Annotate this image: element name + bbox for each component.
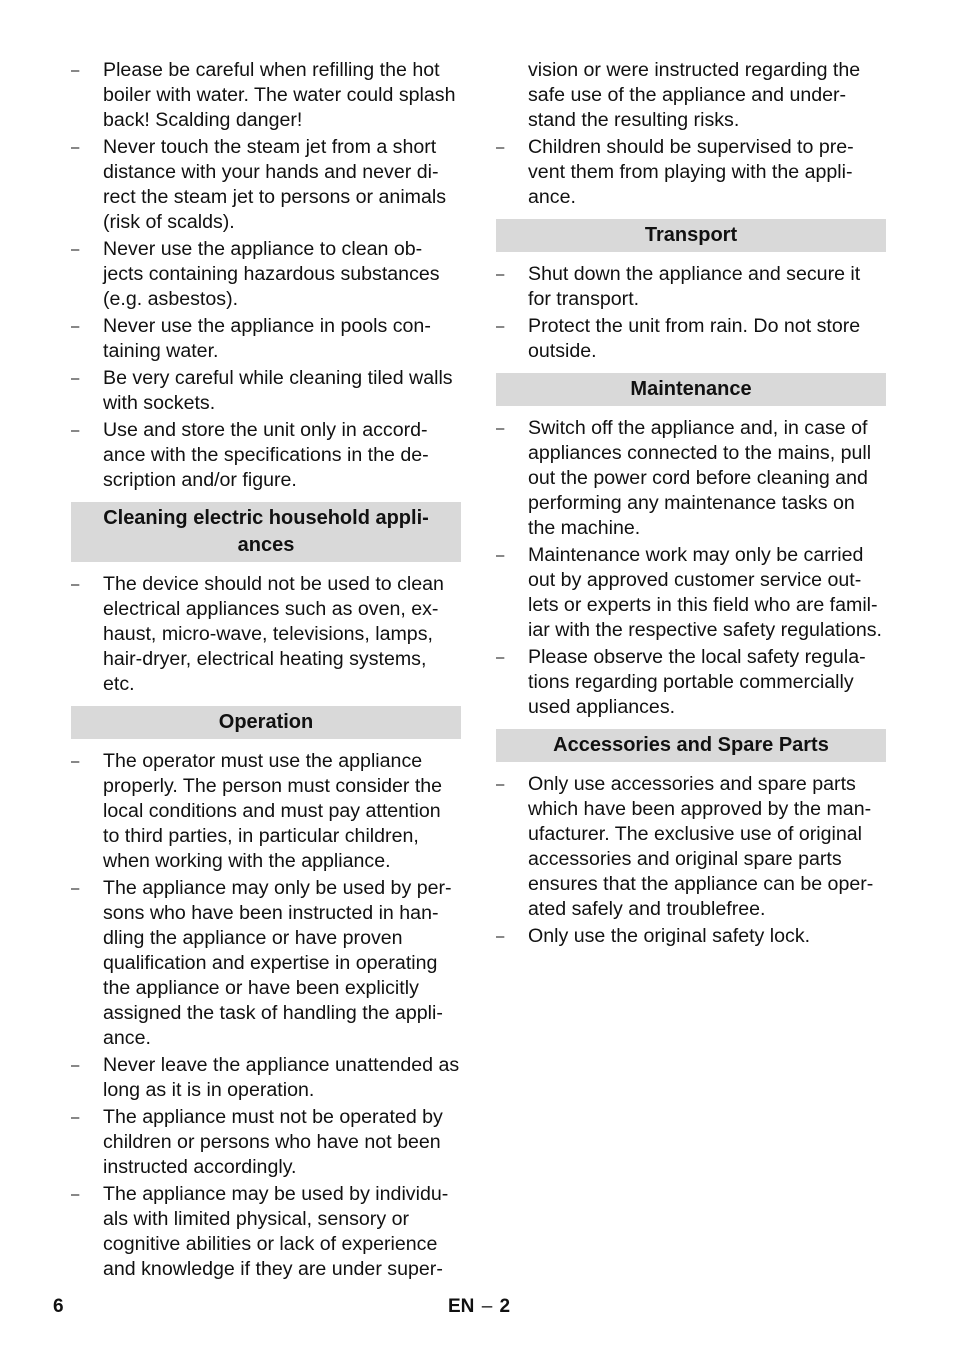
list-item bbox=[496, 262, 886, 312]
bullet-list-safety bbox=[71, 58, 461, 493]
dash-marker: – bbox=[71, 241, 80, 258]
dash-marker: – bbox=[496, 547, 505, 564]
dash-marker: – bbox=[496, 649, 505, 666]
list-item-text: Only use accessories and spare parts which have been approved by the man-ufacturer. The exclusive use of original accessories and original spare parts ensures that the appliance can be oper-ated safely and troublefree. bbox=[528, 773, 874, 920]
bullet-list-transport bbox=[496, 262, 886, 364]
list-item-text: Never touch the steam jet from a short distance with your hands and never di-rect the steam jet to persons or animals (risk of scalds). bbox=[103, 136, 447, 233]
footer-separator: – bbox=[481, 1296, 493, 1317]
dash-marker: – bbox=[496, 928, 505, 945]
list-item bbox=[496, 314, 886, 364]
dash-marker: – bbox=[496, 266, 505, 283]
list-item bbox=[71, 876, 461, 1051]
list-item-text: The device should not be used to clean electrical appliances such as oven, ex-haust, micro-wave, televisions, lamps, hair-dryer, electrical heating systems, etc. bbox=[103, 573, 444, 695]
list-item bbox=[496, 924, 886, 949]
dash-marker: – bbox=[71, 318, 80, 335]
dash-marker: – bbox=[71, 1109, 80, 1126]
list-item-text: Maintenance work may only be carried out by approved customer service out-lets or experts in this field who are famil-iar with the respective safety regulations. bbox=[528, 544, 882, 641]
continued-text: vision or were instructed regarding the safe use of the appliance and under-stand the resulting risks. bbox=[528, 59, 861, 131]
dash-marker: – bbox=[496, 776, 505, 793]
list-item bbox=[496, 543, 886, 643]
section-page-number: 2 bbox=[499, 1296, 511, 1317]
list-item bbox=[496, 416, 886, 541]
language-code: EN bbox=[448, 1296, 475, 1317]
list-item-text: Children should be supervised to pre-vent them from playing with the appli-ance. bbox=[528, 136, 854, 208]
list-item bbox=[71, 314, 461, 364]
dash-marker: – bbox=[71, 370, 80, 387]
list-item-text: The appliance must not be operated by children or persons who have not been instructed accordingly. bbox=[103, 1106, 443, 1178]
list-item-text: Never use the appliance in pools con-taining water. bbox=[103, 315, 431, 362]
list-item bbox=[71, 1053, 461, 1103]
list-item bbox=[71, 58, 461, 133]
section-heading-transport: Transport bbox=[496, 219, 886, 252]
list-item-text: Never use the appliance to clean ob-jects containing hazardous substances (e.g. asbestos). bbox=[103, 238, 440, 310]
right-column bbox=[496, 58, 886, 951]
dash-marker: – bbox=[71, 880, 80, 897]
dash-marker: – bbox=[71, 576, 80, 593]
page-number: 6 bbox=[53, 1296, 64, 1317]
list-item bbox=[496, 772, 886, 922]
list-item-text: The operator must use the appliance properly. The person must consider the local conditions and must pay attention to third parties, in particular children, when working with the appliance. bbox=[103, 750, 443, 872]
dash-marker: – bbox=[71, 1186, 80, 1203]
dash-marker: – bbox=[496, 420, 505, 437]
list-item bbox=[71, 1105, 461, 1180]
list-item-text: Protect the unit from rain. Do not store outside. bbox=[528, 315, 861, 362]
list-item-text: Please observe the local safety regula-tions regarding portable commercially used appliances. bbox=[528, 646, 866, 718]
section-heading-maintenance: Maintenance bbox=[496, 373, 886, 406]
list-item-text: Switch off the appliance and, in case of appliances connected to the mains, pull out the power cord before cleaning and performing any maintenance tasks on the machine. bbox=[528, 417, 872, 539]
bullet-list-cleaning bbox=[71, 572, 461, 697]
section-heading-accessories: Accessories and Spare Parts bbox=[496, 729, 886, 762]
list-item bbox=[71, 572, 461, 697]
list-item-text: Only use the original safety lock. bbox=[528, 925, 811, 947]
list-item-text: Be very careful while cleaning tiled walls with sockets. bbox=[103, 367, 453, 414]
list-item bbox=[496, 135, 886, 210]
list-item bbox=[71, 237, 461, 312]
dash-marker: – bbox=[71, 1057, 80, 1074]
list-item-text: Shut down the appliance and secure it for transport. bbox=[528, 263, 861, 310]
section-page-code bbox=[448, 1296, 510, 1318]
list-item-text: Never leave the appliance unattended as long as it is in operation. bbox=[103, 1054, 460, 1101]
list-item bbox=[71, 418, 461, 493]
dash-marker: – bbox=[71, 62, 80, 79]
dash-marker: – bbox=[71, 139, 80, 156]
left-column bbox=[71, 58, 461, 1284]
dash-marker: – bbox=[71, 422, 80, 439]
section-heading-cleaning: Cleaning electric household appli-ances bbox=[71, 502, 461, 562]
list-item bbox=[71, 1182, 461, 1282]
list-item-text: The appliance may only be used by per-sons who have been instructed in han-dling the appliance or have proven qualification and expertise in operating the appliance or have been explicitly assigned the task of handling the appli-ance. bbox=[103, 877, 452, 1049]
dash-marker: – bbox=[496, 318, 505, 335]
bullet-list-maintenance bbox=[496, 416, 886, 720]
list-item-text: The appliance may be used by individu-als with limited physical, sensory or cognitive abilities or lack of experience and knowledge if they are under super- bbox=[103, 1183, 449, 1280]
dash-marker: – bbox=[71, 753, 80, 770]
section-heading-operation: Operation bbox=[71, 706, 461, 739]
bullet-list-children bbox=[496, 135, 886, 210]
list-item bbox=[71, 749, 461, 874]
list-item bbox=[496, 645, 886, 720]
list-item-text: Use and store the unit only in accord-ance with the specifications in the de-scription and/or figure. bbox=[103, 419, 429, 491]
list-item-text: Please be careful when refilling the hot boiler with water. The water could splash back! Scalding danger! bbox=[103, 59, 456, 131]
list-item bbox=[71, 366, 461, 416]
dash-marker: – bbox=[496, 139, 505, 156]
bullet-list-operation bbox=[71, 749, 461, 1282]
list-item bbox=[71, 135, 461, 235]
bullet-list-accessories bbox=[496, 772, 886, 949]
